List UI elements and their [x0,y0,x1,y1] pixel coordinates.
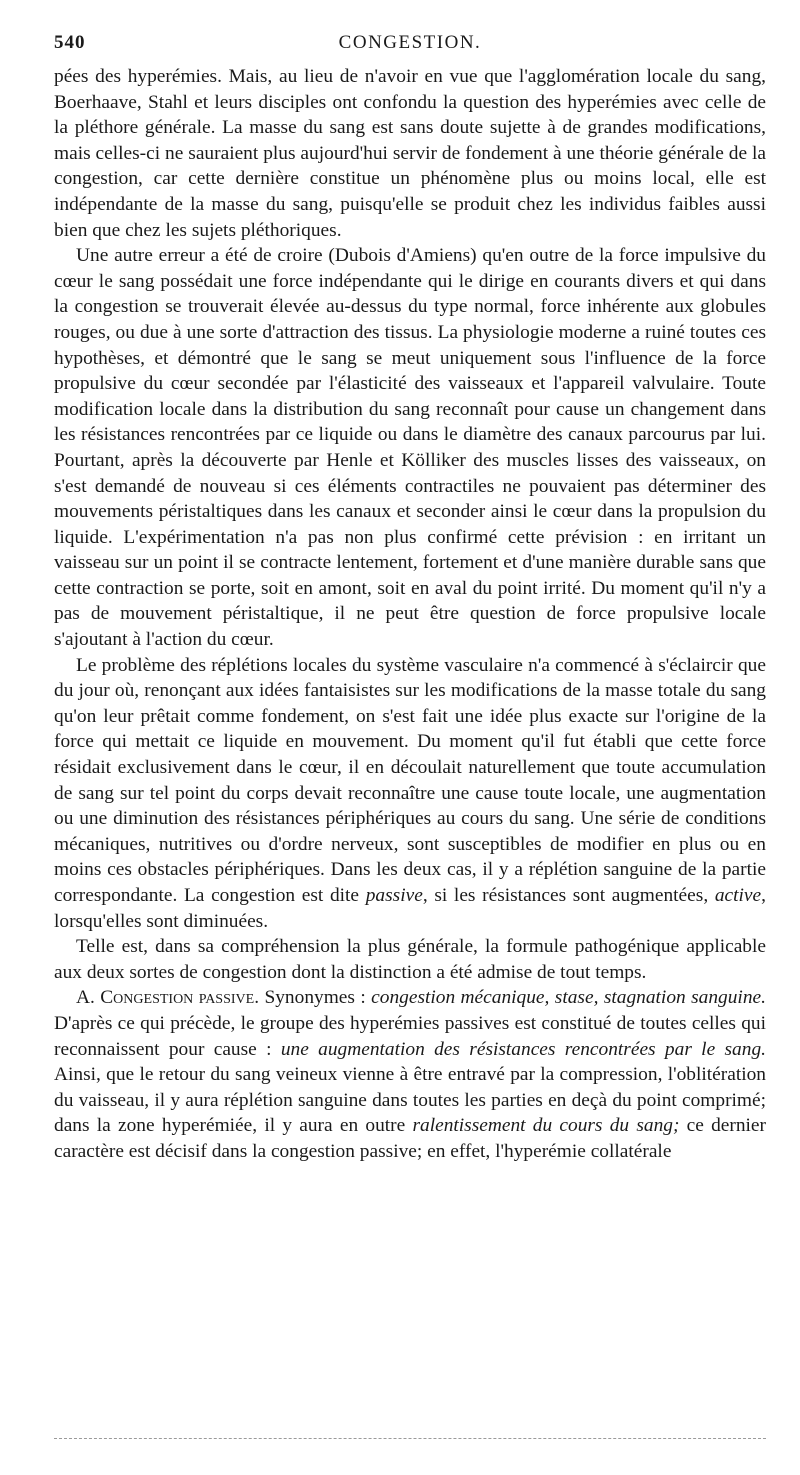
body-text [54,64,766,1165]
term-passive: passive [365,885,423,906]
paragraph-5 [54,985,766,1164]
paragraph-1: pées des hyperémies. Mais, au lieu de n'avoir en vue que l'agglomération locale du sang, Boerhaave, Stahl et leurs disciples ont confondu la question des hyperémies avec celle de la pléthore générale. La masse du sang est sans doute sujette à de grandes modifications, mais celles-ci ne sauraient plus aujourd'hui servir de fondement à une théorie générale de la congestion, car cette dernière constitue un phénomène plus ou moins local, elle est indépendante de la masse du sang, puisqu'elle se produit chez les individus faibles aussi bien que chez les sujets pléthoriques. [54,66,766,241]
section-heading-congestion-passive: A. Congestion passive. [76,987,260,1009]
slowing-text: ralentissement du cours du sang; [412,1115,680,1137]
running-title: CONGESTION. [338,32,482,53]
footer-rule [54,1438,766,1439]
paragraph-3 [54,653,766,935]
paragraph-3-text-b: , si les résistances sont augmentées, [422,885,715,906]
page-number: 540 [54,32,86,53]
paragraph-3-text-a: Le problème des réplétions locales du système vasculaire n'a commencé à s'éclaircir que du jour où, renonçant aux idées fantaisistes sur les modifications de la masse totale du sang qu'on leur prêtait comme fondement, on s'est fait une idée plus exacte sur l'origine de la force qui mettait ce liquide en mouvement. Du moment qu'il fut établi que cette force résidait exclusivement dans le cœur, il en découlait naturellement que toute accumulation de sang sur tel point du corps devait reconnaître une cause toute locale, une augmentation ou une diminution des résistances périphériques au cours du sang. Une série de conditions mécaniques, nutritives ou d'ordre nerveux, sont susceptibles de modifier en plus ou en moins ces obstacles périphériques. Dans les deux cas, il y a réplétion sanguine de la partie correspondante. La congestion est dite [54,654,766,906]
paragraph-3-text-c: , lorsqu'elles sont diminuées. [54,885,766,932]
paragraph-2: Une autre erreur a été de croire (Dubois d'Amiens) qu'en outre de la force impulsive du cœur le sang possédait une force indépendante qui le dirige en courants divers et qui dans la congestion se trouverait élevée au-dessus du type normal, force inhérente aux globules rouges, ou due à une sorte d'attraction des tissus. La physiologie moderne a ruiné toutes ces hypothèses, et démontré que le sang se meut uniquement sous l'influence de la force propulsive du cœur secondée par l'élasticité des vaisseaux et l'appareil valvulaire. Toute modification locale dans la distribution du sang reconnaît pour cause un changement dans les résistances rencontrées par ce liquide ou dans le diamètre des canaux parcourus par lui. Pourtant, après la découverte par Henle et Kölliker des muscles lisses des vaisseaux, on s'est demandé de nouveau si ces éléments contractiles ne pouvaient pas déterminer des mouvements péristaltiques dans les canaux et seconder ainsi le cœur dans la propulsion du liquide. L'expérimentation n'a pas non plus confirmé cette prévision : en irritant un vaisseau sur un point il se contracte lentement, fortement et d'une manière durable sans que cette contraction se porte, soit en amont, soit en aval du point irrité. Du moment qu'il n'y a pas de mouvement péristaltique, il ne peut être question de force propulsive locale s'ajoutant à l'action du cœur. [54,245,766,651]
paragraph-5-text-c: Ainsi, que le retour du sang veineux vienne à être entravé par la compression, l'oblitération du vaisseau, il y aura réplétion sanguine dans toutes les parties en deçà du point comprimé; dans la zone hyperémiée, il y aura en outre [54,1064,766,1137]
paragraph-5-text-a: Synonymes : [259,987,372,1009]
paragraph-5-text-b: D'après ce qui précède, le groupe des hyperémies passives est constitué de toutes celles qui reconnaissent pour cause : [54,1012,766,1060]
document-page [54,28,766,1165]
paragraph-5-text-d: ce dernier caractère est décisif dans la congestion passive; en effet, l'hyperémie collatérale [54,1115,766,1162]
synonyms-text: congestion mécanique, stase, stagnation sanguine. [371,987,766,1009]
cause-text: une augmentation des résistances rencontrées par le sang. [280,1038,766,1060]
paragraph-4: Telle est, dans sa compréhension la plus générale, la formule pathogénique applicable aux deux sortes de congestion dont la distinction a été admise de tout temps. [54,936,766,983]
page-header [54,28,766,58]
term-active: active [714,885,762,906]
